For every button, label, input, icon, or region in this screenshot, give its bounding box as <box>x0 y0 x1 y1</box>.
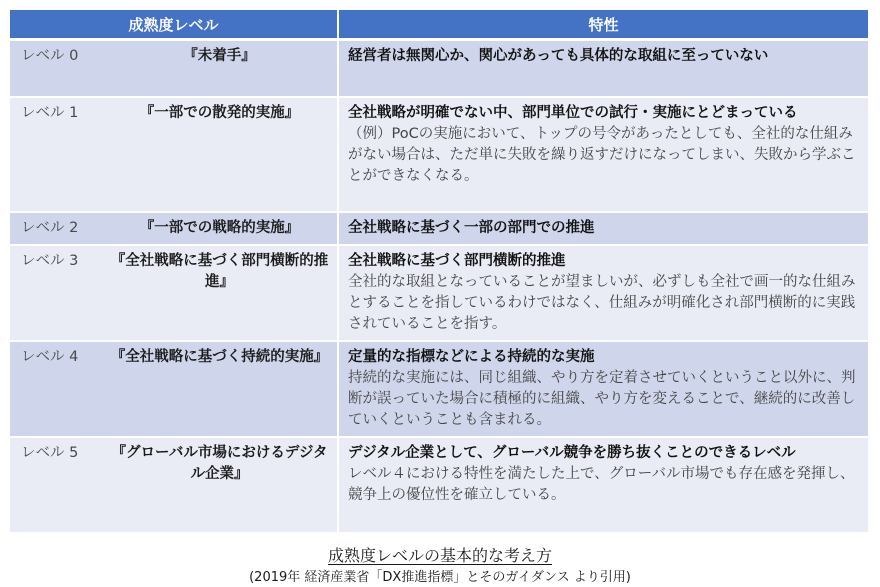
trait-description: レベル４における特性を満たした上で、グローバル市場でも存在感を発揮し、競争上の優位性を確立している。 <box>348 465 855 503</box>
table-header-row <box>10 10 868 40</box>
trait-heading: デジタル企業として、グローバル競争を勝ち抜くことのできるレベル <box>348 444 796 461</box>
trait-heading: 全社戦略が明確でない中、部門単位での試行・実施にとどまっている <box>348 104 798 121</box>
caption-source: (2019年 経済産業省「DX推進指標」とそのガイダンス より引用) <box>249 570 631 585</box>
level-name-cell: 『一部での散発的実施』 <box>102 97 338 212</box>
trait-heading: 全社戦略に基づく部門横断的推進 <box>348 252 566 269</box>
trait-cell <box>338 40 868 97</box>
table-row <box>10 97 868 212</box>
trait-cell <box>338 212 868 245</box>
figure-caption <box>0 543 880 566</box>
level-name-cell: 『一部での戦略的実施』 <box>102 212 338 245</box>
table-row <box>10 212 868 245</box>
level-name-cell: 『全社戦略に基づく持続的実施』 <box>102 341 338 437</box>
level-name-cell: 『未着手』 <box>102 40 338 97</box>
trait-heading: 定量的な指標などによる持続的な実施 <box>348 348 595 365</box>
trait-cell <box>338 341 868 437</box>
level-cell: レベル 0 <box>10 40 102 97</box>
header-trait: 特性 <box>338 10 868 40</box>
trait-heading: 全社戦略に基づく一部の部門での推進 <box>348 219 595 236</box>
level-name-cell: 『全社戦略に基づく部門横断的推進』 <box>102 245 338 341</box>
level-cell: レベル 4 <box>10 341 102 437</box>
trait-description: 持続的な実施には、同じ組織、やり方を定着させていくということ以外に、判断が誤っていた場合に積極的に組織、やり方を変えることで、継続的に改善していくということも含まれる。 <box>348 369 856 428</box>
level-name-cell: 『グローバル市場におけるデジタル企業』 <box>102 437 338 533</box>
level-cell: レベル 5 <box>10 437 102 533</box>
trait-description: （例）PoCの実施において、トップの号令があったとしても、全社的な仕組みがない場合は、ただ単に失敗を繰り返すだけになってしまい、失敗から学ぶことができなくなる。 <box>348 125 856 184</box>
level-cell: レベル 1 <box>10 97 102 212</box>
table-row <box>10 245 868 341</box>
header-maturity-level: 成熟度レベル <box>10 10 338 40</box>
table-row <box>10 341 868 437</box>
trait-cell <box>338 437 868 533</box>
trait-cell <box>338 97 868 212</box>
level-cell: レベル 2 <box>10 212 102 245</box>
level-cell: レベル 3 <box>10 245 102 341</box>
table-row <box>10 437 868 533</box>
trait-cell <box>338 245 868 341</box>
maturity-level-table <box>10 10 868 534</box>
table-row <box>10 40 868 97</box>
caption-title: 成熟度レベルの基本的な考え方 <box>327 546 552 565</box>
trait-description: 全社的な取組となっていることが望ましいが、必ずしも全社で画一的な仕組みとすることを指しているわけではなく、仕組みが明確化され部門横断的に実践されていることを指す。 <box>348 273 856 332</box>
trait-heading: 経営者は無関心か、関心があっても具体的な取組に至っていない <box>348 48 769 64</box>
maturity-table-container <box>10 10 868 534</box>
